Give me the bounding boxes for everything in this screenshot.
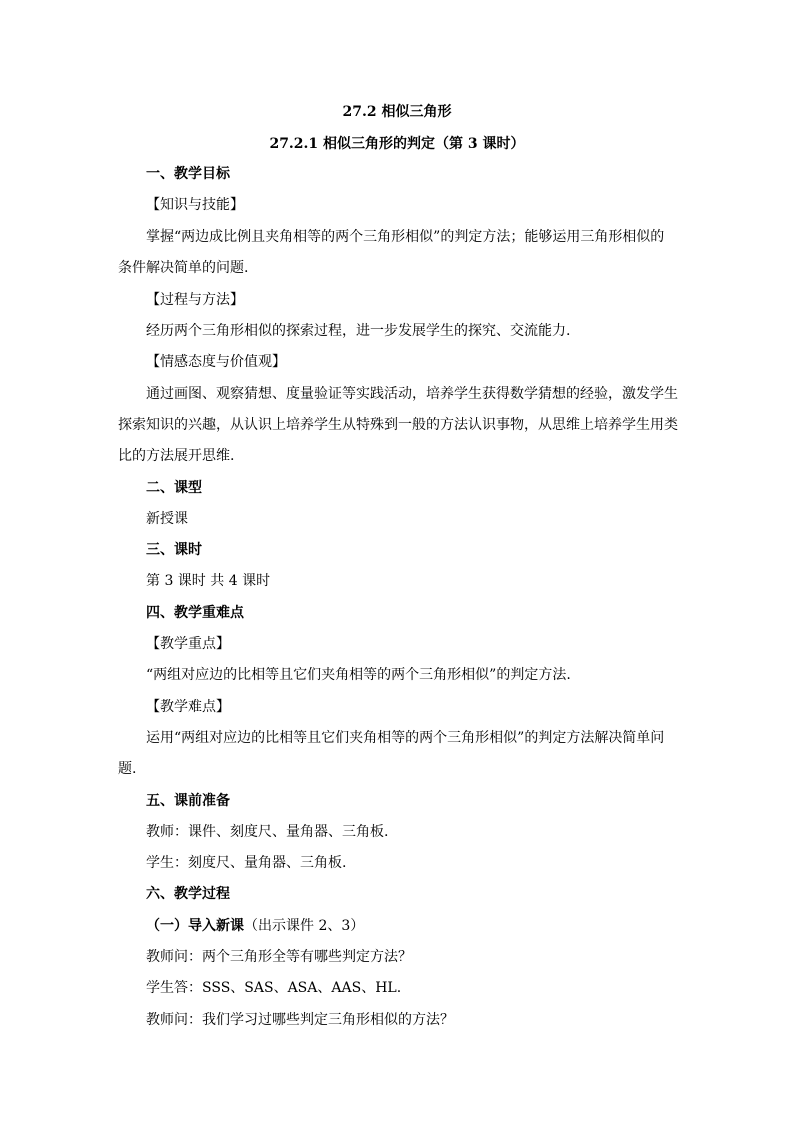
difficult-point-line1: 运用“两组对应边的比相等且它们夹角相等的两个三角形相似”的判定方法解决简单问: [146, 730, 665, 746]
key-point-heading: 【教学重点】: [146, 636, 230, 652]
intro-subheading-title: （一）导入新课: [146, 918, 244, 934]
student-preparation: 学生：刻度尺、量角器、三角板.: [146, 855, 347, 871]
intro-subheading-note: （出示课件 2、3）: [244, 918, 365, 934]
difficult-point-heading: 【教学难点】: [146, 699, 230, 715]
emotion-heading: 【情感态度与价值观】: [146, 354, 286, 370]
knowledge-heading: 【知识与技能】: [146, 197, 244, 213]
process-heading: 【过程与方法】: [146, 292, 244, 308]
section-heading-type: 二、课型: [146, 480, 202, 496]
difficult-point-line2: 题.: [118, 761, 137, 777]
teacher-question-1: 教师问：两个三角形全等有哪些判定方法？: [146, 949, 412, 965]
knowledge-text-line1: 掌握“两边成比例且夹角相等的两个三角形相似”的判定方法；能够运用三角形相似的: [146, 229, 665, 245]
section-heading-preparation: 五、课前准备: [146, 793, 230, 809]
emotion-text-line3: 比的方法展开思维.: [118, 448, 235, 464]
section-heading-hours: 三、课时: [146, 542, 202, 558]
document-title: 27.2 相似三角形: [342, 104, 452, 120]
lesson-hours: 第 3 课时 共 4 课时: [146, 573, 271, 589]
teacher-preparation: 教师：课件、刻度尺、量角器、三角板.: [146, 824, 389, 840]
emotion-text-line1: 通过画图、观察猜想、度量验证等实践活动，培养学生获得数学猜想的经验，激发学生: [146, 386, 678, 402]
emotion-text-line2: 探索知识的兴趣，从认识上培养学生从特殊到一般的方法认识事物，从思维上培养学生用类: [118, 417, 678, 433]
lesson-type: 新授课: [146, 511, 188, 527]
section-heading-process: 六、教学过程: [146, 886, 230, 902]
process-text: 经历两个三角形相似的探索过程，进一步发展学生的探究、交流能力.: [146, 323, 571, 339]
document-subtitle: 27.2.1 相似三角形的判定（第 3 课时）: [269, 136, 525, 152]
section-heading-goals: 一、教学目标: [146, 166, 230, 182]
intro-subheading: [146, 916, 364, 936]
student-answer-1: 学生答：SSS、SAS、ASA、AAS、HL.: [146, 980, 402, 996]
section-heading-key-points: 四、教学重难点: [146, 605, 244, 621]
knowledge-text-line2: 条件解决简单的问题.: [118, 260, 249, 276]
key-point-text: “两组对应边的比相等且它们夹角相等的两个三角形相似”的判定方法.: [146, 667, 571, 683]
teacher-question-2: 教师问：我们学习过哪些判定三角形相似的方法？: [146, 1012, 454, 1028]
